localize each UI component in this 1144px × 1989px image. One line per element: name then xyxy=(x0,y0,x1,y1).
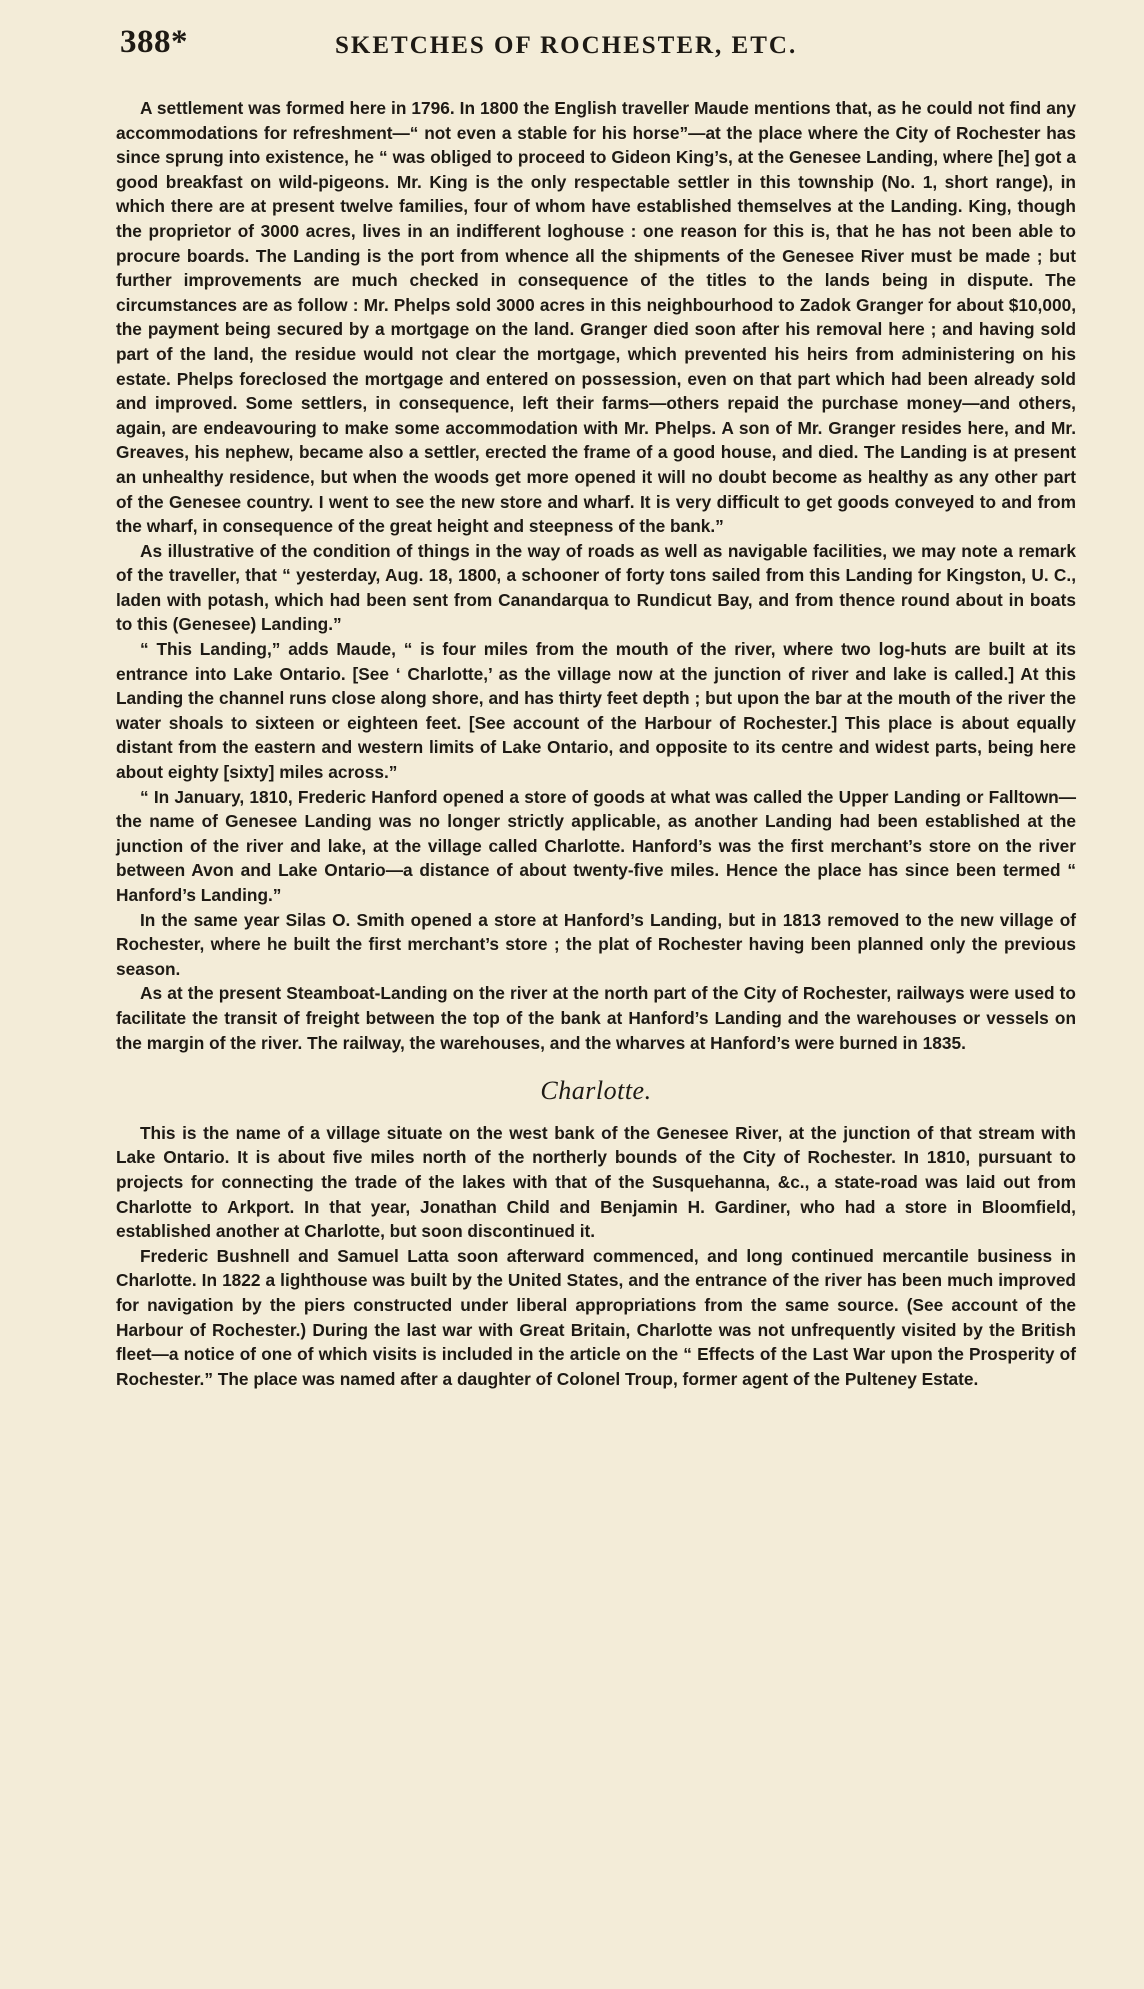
paragraph-landing: “ This Landing,” adds Maude, “ is four miles from the mouth of the river, where two log-huts are built at its entrance into Lake Ontario. [See ‘ Charlotte,’ as the village now at the junction of river and lake is called.] At this Landing the channel runs close along shore, and has thirty feet depth ; but upon the bar at the mouth of the river the water shoals to sixteen or eighteen feet. [See account of the Harbour of Rochester.] This place is about equally distant from the eastern and western limits of Lake Ontario, and opposite to its centre and widest parts, being here about eighty [sixty] miles across.” xyxy=(116,639,1076,783)
body-text xyxy=(116,96,1076,1391)
paragraph-hanford: “ In January, 1810, Frederic Hanford opened a store of goods at what was called the Upper Landing or Falltown—the name of Genesee Landing was no longer strictly applicable, as another Landing had been established at the junction of the river and lake, at the village called Charlotte. Hanford’s was the first merchant’s store on the river between Avon and Lake Ontario—a distance of about twenty-five miles. Hence the place has since been termed “ Hanford’s Landing.” xyxy=(116,786,1076,905)
paragraph-charlotte-village: This is the name of a village situate on the west bank of the Genesee River, at the junction of that stream with Lake Ontario. It is about five miles north of the northerly bounds of the City of Rochester. In 1810, pursuant to projects for connecting the trade of the lakes with that of the Susquehanna, &c., a state-road was laid out from Charlotte to Arkport. In that year, Jonathan Child and Benjamin H. Gardiner, who had a store in Bloomfield, established another at Charlotte, but soon discontinued it. xyxy=(116,1122,1076,1242)
paragraph-settlement: A settlement was formed here in 1796. In 1800 the English traveller Maude mentions that, as he could not find any accommodations for refreshment—“ not even a stable for his horse”—at the place where the City of Rochester has since sprung into existence, he “ was obliged to proceed to Gideon King’s, at the Genesee Landing, where [he] got a good breakfast on wild-pigeons. Mr. King is the only respectable settler in this township (No. 1, short range), in which there are at present twelve families, four of whom have established themselves at the Landing. King, though the proprietor of 3000 acres, lives in an indifferent loghouse : one reason for this is, that he has not been able to procure boards. The Landing is the port from whence all the shipments of the Genesee River must be made ; but further improvements are much checked in consequence of the titles to the lands being in dispute. The circumstances are as follow : Mr. Phelps sold 3000 acres in this neighbourhood to Zadok Granger for about $10,000, the payment being secured by a mortgage on the land. Granger died soon after his removal here ; and having sold part of the land, the residue would not clear the mortgage, which prevented his heirs from administering on his estate. Phelps foreclosed the mortgage and entered on possession, even on that part which had been already sold and improved. Some settlers, in consequence, left their farms—others repaid the purchase money—and others, again, are endeavouring to make some accommodation with Mr. Phelps. A son of Mr. Granger resides here, and Mr. Greaves, his nephew, became also a settler, erected the frame of a good house, and died. The Landing is at present an unhealthy residence, but when the woods get more opened it will no doubt become as healthy as any other part of the Genesee country. I went to see the new store and wharf. It is very difficult to get goods conveyed to and from the wharf, in consequence of the great height and steepness of the bank.” xyxy=(116,98,1076,537)
page-header xyxy=(120,24,1080,68)
page-number: 388* xyxy=(120,24,188,60)
paragraph-railways: As at the present Steamboat-Landing on the river at the north part of the City of Rochester, railways were used to facilitate the transit of freight between the top of the bank at Hanford’s Landing and the warehouses or vessels on the margin of the river. The railway, the warehouses, and the wharves at Hanford’s were burned in 1835. xyxy=(116,983,1076,1053)
running-head: SKETCHES OF ROCHESTER, ETC. xyxy=(335,32,798,59)
section-title: Charlotte. xyxy=(540,1076,652,1106)
paragraph-smith: In the same year Silas O. Smith opened a store at Hanford’s Landing, but in 1813 removed to the new village of Rochester, where he built the first merchant’s store ; the plat of Rochester having been planned only the previous season. xyxy=(116,909,1076,979)
paragraph-roads: As illustrative of the condition of things in the way of roads as well as navigable facilities, we may note a remark of the traveller, that “ yesterday, Aug. 18, 1800, a schooner of forty tons sailed from this Landing for Kingston, U. C., laden with potash, which had been sent from Canandarqua to Rundicut Bay, and from thence round about in boats to this (Genesee) Landing.” xyxy=(116,540,1076,635)
paragraph-charlotte-history: Frederic Bushnell and Samuel Latta soon afterward commenced, and long continued mercantile business in Charlotte. In 1822 a lighthouse was built by the United States, and the entrance of the river has been much improved for navigation by the piers constructed under liberal appropriations from the same source. (See account of the Harbour of Rochester.) During the last war with Great Britain, Charlotte was not unfrequently visited by the British fleet—a notice of one of which visits is included in the article on the “ Effects of the Last War upon the Prosperity of Rochester.” The place was named after a daughter of Colonel Troup, former agent of the Pulteney Estate. xyxy=(116,1245,1076,1389)
